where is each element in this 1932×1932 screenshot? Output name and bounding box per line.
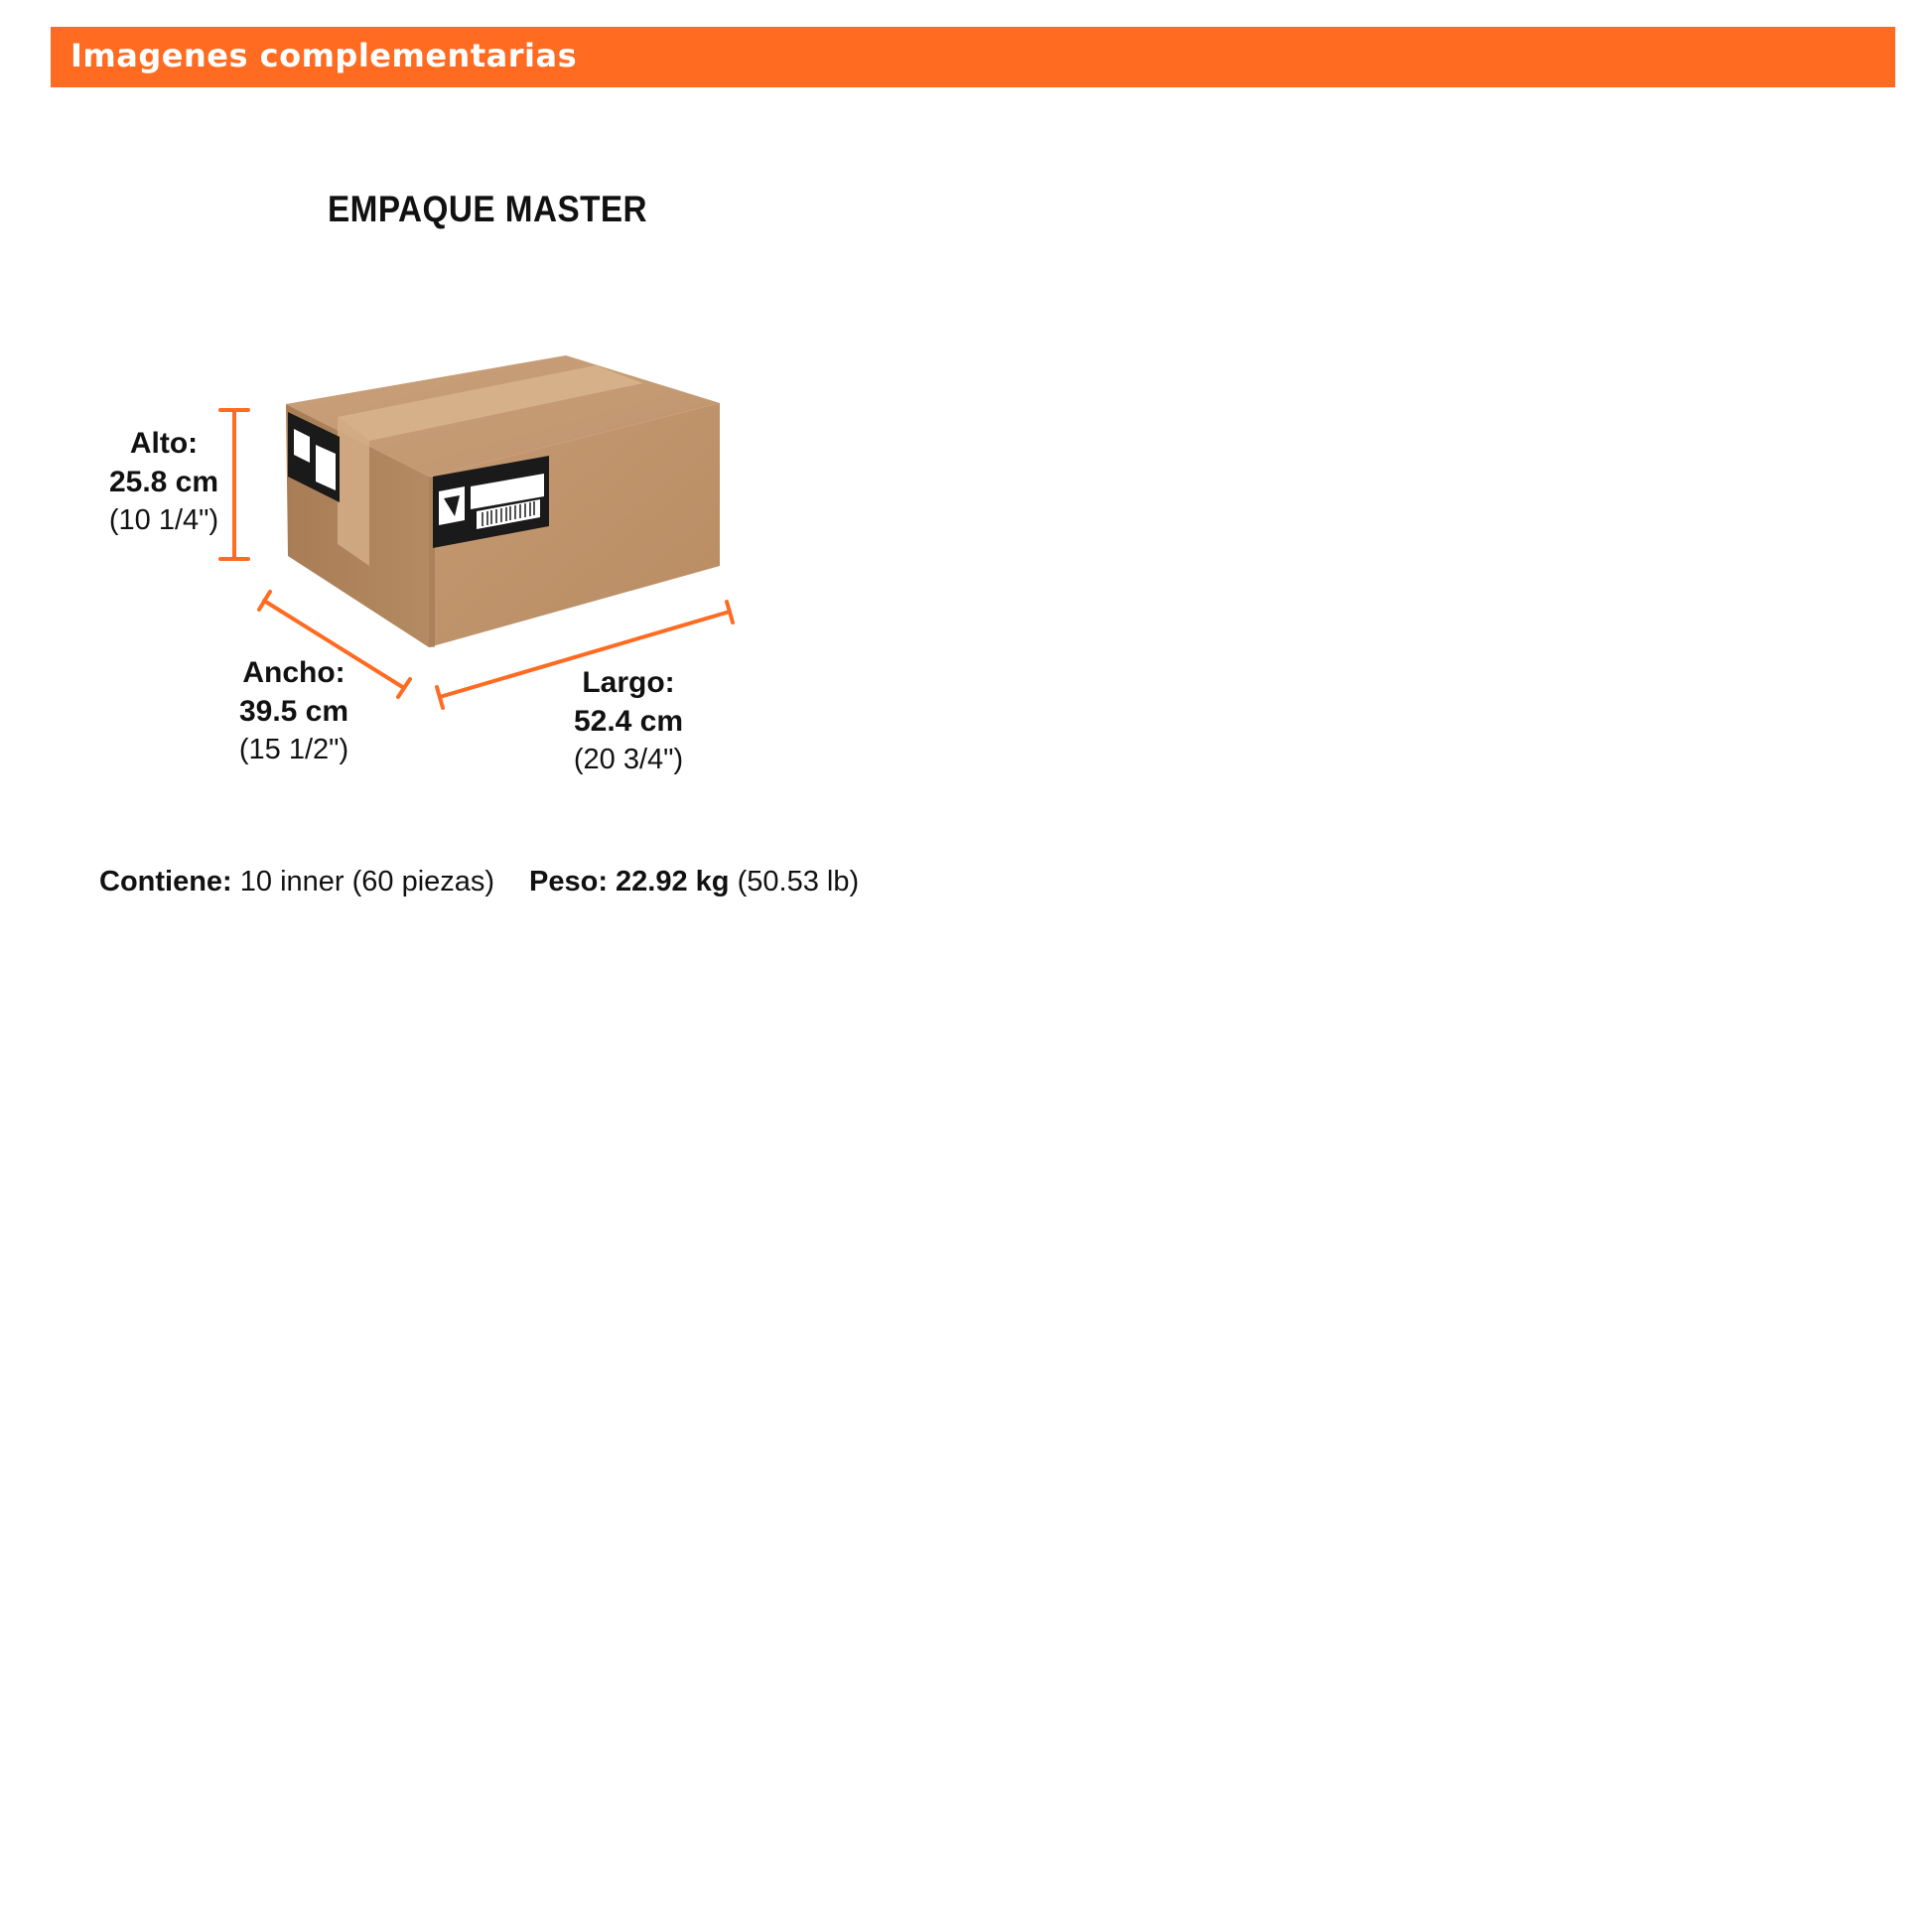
ancho-imperial: (15 1/2")	[238, 734, 349, 765]
ancho-metric: 39.5 cm	[238, 695, 349, 728]
alto-dimension	[99, 424, 228, 540]
weight-imperial: (50.53 lb)	[737, 866, 860, 897]
alto-metric: 25.8 cm	[108, 466, 219, 498]
largo-metric: 52.4 cm	[573, 705, 684, 738]
contents-label: Contiene:	[99, 866, 232, 897]
contents-value: 10 inner (60 piezas)	[239, 866, 495, 897]
ancho-dimension	[224, 653, 363, 769]
contents-info	[99, 866, 494, 898]
header-title: Imagenes complementarias	[70, 37, 578, 74]
alto-imperial: (10 1/4")	[108, 504, 219, 536]
section-title: EMPAQUE MASTER	[328, 189, 648, 229]
weight-info	[529, 866, 859, 898]
largo-label: Largo:	[582, 666, 675, 699]
largo-imperial: (20 3/4")	[573, 744, 684, 775]
ancho-label: Ancho:	[242, 656, 345, 689]
weight-metric: 22.92 kg	[616, 866, 730, 897]
weight-label: Peso:	[529, 866, 608, 897]
largo-dimension	[559, 663, 698, 779]
alto-label: Alto:	[129, 427, 199, 460]
